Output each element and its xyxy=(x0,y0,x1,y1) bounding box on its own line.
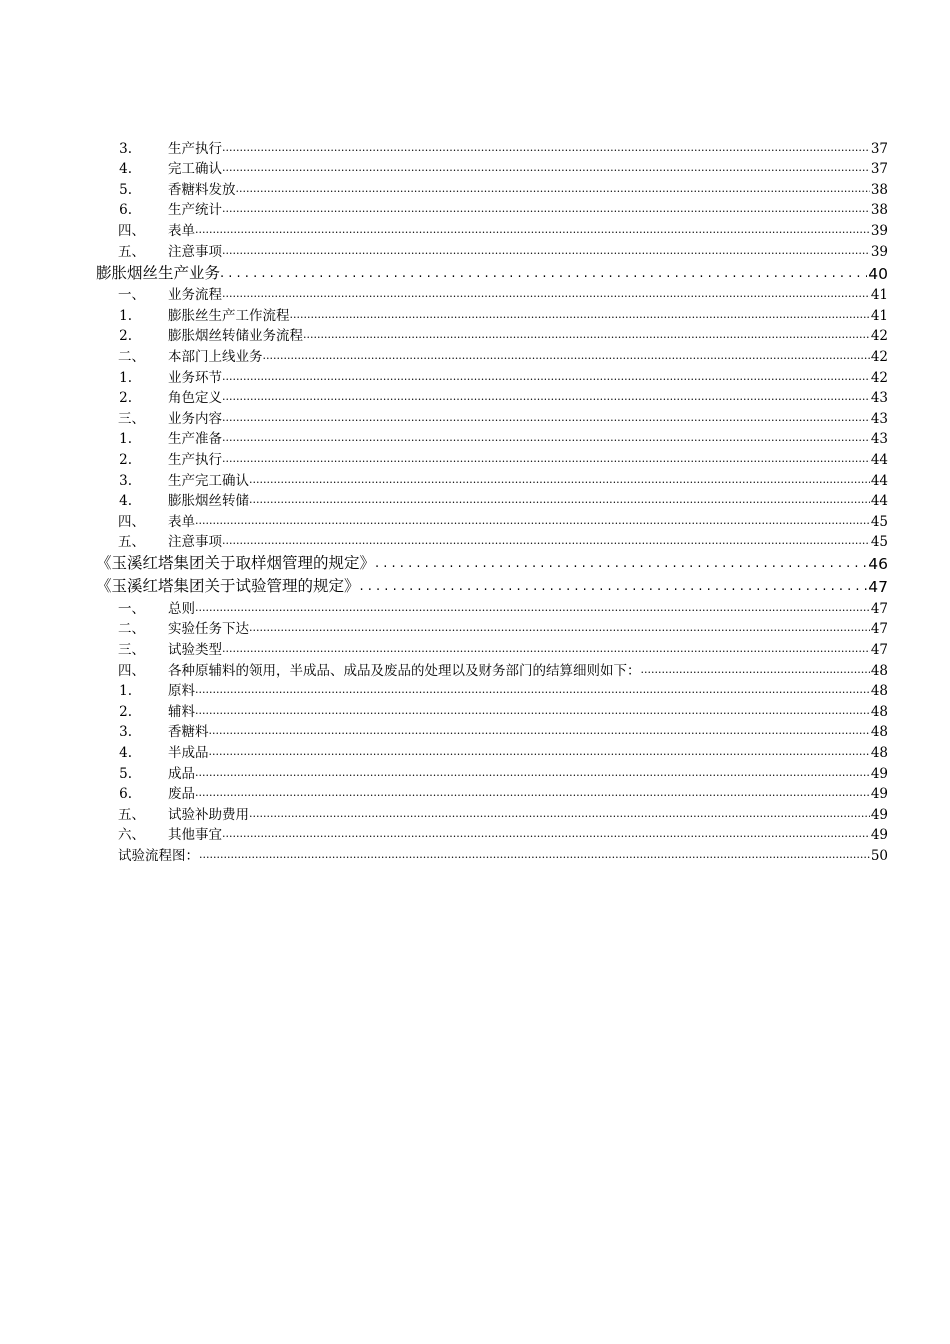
toc-entry-page-number: 48 xyxy=(870,662,888,679)
toc-entry-page-number: 45 xyxy=(870,534,888,551)
dot-leader xyxy=(222,202,870,218)
dot-leader xyxy=(222,369,870,385)
toc-entry-page-number: 49 xyxy=(870,806,888,823)
toc-entry-title: 膨胀丝生产工作流程 xyxy=(168,307,290,324)
dot-leader xyxy=(195,786,870,802)
toc-entry[interactable] xyxy=(100,596,888,617)
dot-leader xyxy=(222,161,870,177)
dot-leader xyxy=(290,308,870,324)
toc-entry-title: 原料 xyxy=(168,683,195,700)
dot-leader xyxy=(195,765,870,781)
toc-entry-number: 四、 xyxy=(118,222,145,239)
dot-leader xyxy=(222,642,870,658)
toc-entry-title: 膨胀烟丝转储业务流程 xyxy=(168,328,303,345)
dot-leader xyxy=(249,493,870,509)
toc-entry[interactable] xyxy=(100,386,888,407)
toc-entry-number: 1. xyxy=(119,307,132,324)
dot-leader xyxy=(195,704,870,720)
toc-entry-page-number: 45 xyxy=(870,513,888,530)
dot-leader xyxy=(209,724,870,740)
toc-entry-number: 一、 xyxy=(118,600,145,617)
toc-entry-page-number: 49 xyxy=(870,786,888,803)
dot-leader xyxy=(222,140,870,156)
toc-entry-number: 五、 xyxy=(118,243,145,260)
toc-entry-title: 膨胀烟丝生产业务 xyxy=(96,263,221,282)
toc-entry-page-number: 47 xyxy=(870,600,888,617)
toc-entry-title: 各种原辅料的领用，半成品、成品及废品的处理以及财务部门的结算细则如下： xyxy=(168,662,641,679)
toc-entry-number: 5. xyxy=(119,765,132,782)
toc-entry-page-number: 42 xyxy=(870,328,888,345)
toc-entry-title: 成品 xyxy=(168,765,195,782)
dot-leader xyxy=(249,621,870,637)
toc-entry[interactable] xyxy=(100,843,888,864)
dot-leader xyxy=(220,264,867,283)
toc-entry-title: 香糖料发放 xyxy=(168,181,236,198)
toc-entry-title: 注意事项 xyxy=(168,534,222,551)
dot-leader xyxy=(222,534,870,550)
dot-leader xyxy=(222,390,870,406)
toc-entry-page-number: 44 xyxy=(870,451,888,468)
toc-entry-title: 表单 xyxy=(168,222,195,239)
toc-entry-page-number: 47 xyxy=(870,642,888,659)
toc-entry-number: 五、 xyxy=(118,806,145,823)
dot-leader xyxy=(199,848,870,864)
toc-entry-page-number: 49 xyxy=(870,827,888,844)
toc-entry-title: 表单 xyxy=(168,513,195,530)
toc-entry-number: 一、 xyxy=(118,287,145,304)
toc-entry-page-number: 40 xyxy=(868,264,888,283)
toc-entry-page-number: 48 xyxy=(870,683,888,700)
dot-leader xyxy=(375,555,867,574)
dot-leader xyxy=(222,452,870,468)
toc-entry[interactable] xyxy=(100,406,888,427)
toc-entry[interactable] xyxy=(100,489,888,510)
toc-entry-title: 角色定义 xyxy=(168,390,222,407)
toc-entry-page-number: 44 xyxy=(870,472,888,489)
toc-entry[interactable] xyxy=(100,782,888,803)
toc-entry-number: 2. xyxy=(119,390,132,407)
toc-entry-page-number: 43 xyxy=(870,410,888,427)
dot-leader xyxy=(195,223,870,239)
toc-entry[interactable] xyxy=(100,468,888,489)
dot-leader xyxy=(249,807,870,823)
toc-entry[interactable] xyxy=(100,679,888,700)
toc-entry[interactable] xyxy=(100,658,888,679)
toc-entry-page-number: 38 xyxy=(870,202,888,219)
dot-leader xyxy=(222,411,870,427)
toc-entry-title: 生产完工确认 xyxy=(168,472,249,489)
toc-entry-number: 6. xyxy=(119,786,132,803)
toc-entry-page-number: 46 xyxy=(868,555,888,574)
toc-entry-number: 2. xyxy=(119,451,132,468)
toc-entry-title: 废品 xyxy=(168,786,195,803)
toc-entry-page-number: 38 xyxy=(870,181,888,198)
dot-leader xyxy=(360,578,868,597)
toc-entry-number: 二、 xyxy=(118,621,145,638)
dot-leader xyxy=(222,287,870,303)
toc-entry-title: 生产执行 xyxy=(168,451,222,468)
dot-leader xyxy=(303,328,870,344)
toc-entry-title: 香糖料 xyxy=(168,724,209,741)
toc-entry-number: 3. xyxy=(119,140,132,157)
toc-entry[interactable] xyxy=(100,802,888,823)
toc-entry[interactable] xyxy=(100,324,888,345)
dot-leader xyxy=(222,827,870,843)
toc-entry-title: 其他事宜 xyxy=(168,827,222,844)
toc-entry-title: 业务流程 xyxy=(168,287,222,304)
toc-entry-title: 生产统计 xyxy=(168,202,222,219)
toc-entry-number: 3. xyxy=(119,472,132,489)
toc-entry-page-number: 42 xyxy=(870,369,888,386)
toc-entry[interactable] xyxy=(100,509,888,530)
toc-entry[interactable] xyxy=(100,365,888,386)
dot-leader xyxy=(236,182,870,198)
toc-entry-page-number: 50 xyxy=(870,848,888,864)
toc-entry-page-number: 41 xyxy=(870,287,888,304)
toc-entry-number: 1. xyxy=(119,369,132,386)
toc-entry-title: 膨胀烟丝转储 xyxy=(168,493,249,510)
toc-heading-entry[interactable] xyxy=(96,260,888,283)
toc-entry-number: 2. xyxy=(119,328,132,345)
toc-entry[interactable] xyxy=(100,157,888,178)
toc-entry-page-number: 47 xyxy=(868,578,888,597)
toc-entry-number: 四、 xyxy=(118,662,145,679)
toc-entry-number: 2. xyxy=(119,703,132,720)
toc-entry-number: 五、 xyxy=(118,534,145,551)
toc-entry-number: 二、 xyxy=(118,348,145,365)
toc-entry-title: 试验类型 xyxy=(168,642,222,659)
toc-entry-page-number: 37 xyxy=(870,140,888,157)
toc-entry-number: 4. xyxy=(119,493,132,510)
toc-entry-title: 完工确认 xyxy=(168,161,222,178)
toc-entry[interactable] xyxy=(100,720,888,741)
toc-entry[interactable] xyxy=(100,177,888,198)
dot-leader xyxy=(209,745,870,761)
toc-entry-title: 本部门上线业务 xyxy=(168,348,263,365)
toc-entry-title: 总则 xyxy=(168,600,195,617)
toc-entry-page-number: 43 xyxy=(870,431,888,448)
toc-entry[interactable] xyxy=(100,740,888,761)
toc-entry[interactable] xyxy=(100,136,888,157)
table-of-contents xyxy=(96,136,888,864)
dot-leader xyxy=(641,662,870,678)
toc-entry[interactable] xyxy=(100,239,888,260)
toc-entry-title: 半成品 xyxy=(168,745,209,762)
toc-entry-title: 业务环节 xyxy=(168,369,222,386)
toc-entry-title: 《玉溪红塔集团关于取样烟管理的规定》 xyxy=(96,554,376,573)
toc-entry-number: 3. xyxy=(119,724,132,741)
toc-entry[interactable] xyxy=(100,447,888,468)
toc-entry-number: 5. xyxy=(119,181,132,198)
toc-entry-title: 实验任务下达 xyxy=(168,621,249,638)
toc-entry-number: 六、 xyxy=(118,827,145,844)
toc-entry-page-number: 49 xyxy=(870,765,888,782)
toc-entry-number: 三、 xyxy=(118,410,145,427)
toc-entry-title: 试验流程图： xyxy=(118,848,199,864)
toc-entry-page-number: 43 xyxy=(870,390,888,407)
toc-entry-number: 4. xyxy=(119,745,132,762)
toc-entry[interactable] xyxy=(100,283,888,304)
dot-leader xyxy=(249,472,870,488)
toc-heading-entry[interactable] xyxy=(96,573,888,597)
toc-entry-title: 生产执行 xyxy=(168,140,222,157)
toc-entry-number: 1. xyxy=(119,683,132,700)
toc-entry-page-number: 42 xyxy=(870,348,888,365)
toc-entry-number: 四、 xyxy=(118,513,145,530)
dot-leader xyxy=(222,243,870,259)
toc-entry-number: 6. xyxy=(119,202,132,219)
toc-entry-title: 试验补助费用 xyxy=(168,806,249,823)
toc-entry-page-number: 48 xyxy=(870,703,888,720)
toc-entry[interactable] xyxy=(100,617,888,638)
toc-entry[interactable] xyxy=(100,218,888,239)
toc-entry[interactable] xyxy=(100,198,888,219)
dot-leader xyxy=(195,683,870,699)
toc-entry[interactable] xyxy=(100,303,888,324)
toc-entry-number: 4. xyxy=(119,161,132,178)
toc-entry-page-number: 47 xyxy=(870,621,888,638)
toc-entry[interactable] xyxy=(100,344,888,365)
toc-entry-page-number: 44 xyxy=(870,493,888,510)
toc-entry-number: 1. xyxy=(119,431,132,448)
toc-entry-number: 三、 xyxy=(118,642,145,659)
toc-entry-title: 业务内容 xyxy=(168,410,222,427)
dot-leader xyxy=(263,349,870,365)
toc-entry[interactable] xyxy=(100,823,888,844)
toc-entry-page-number: 41 xyxy=(870,307,888,324)
toc-entry-title: 生产准备 xyxy=(168,431,222,448)
toc-entry-title: 《玉溪红塔集团关于试验管理的规定》 xyxy=(96,577,360,596)
toc-entry[interactable] xyxy=(100,530,888,551)
toc-entry-title: 辅料 xyxy=(168,703,195,720)
toc-entry-page-number: 48 xyxy=(870,724,888,741)
toc-heading-entry[interactable] xyxy=(96,550,888,574)
toc-entry-page-number: 39 xyxy=(870,222,888,239)
toc-entry[interactable] xyxy=(100,637,888,658)
toc-entry[interactable] xyxy=(100,699,888,720)
toc-entry-page-number: 37 xyxy=(870,161,888,178)
dot-leader xyxy=(195,601,870,617)
toc-entry[interactable] xyxy=(100,427,888,448)
dot-leader xyxy=(195,514,870,530)
toc-entry-page-number: 39 xyxy=(870,243,888,260)
toc-entry[interactable] xyxy=(100,761,888,782)
toc-entry-title: 注意事项 xyxy=(168,243,222,260)
dot-leader xyxy=(222,431,870,447)
toc-entry-page-number: 48 xyxy=(870,745,888,762)
